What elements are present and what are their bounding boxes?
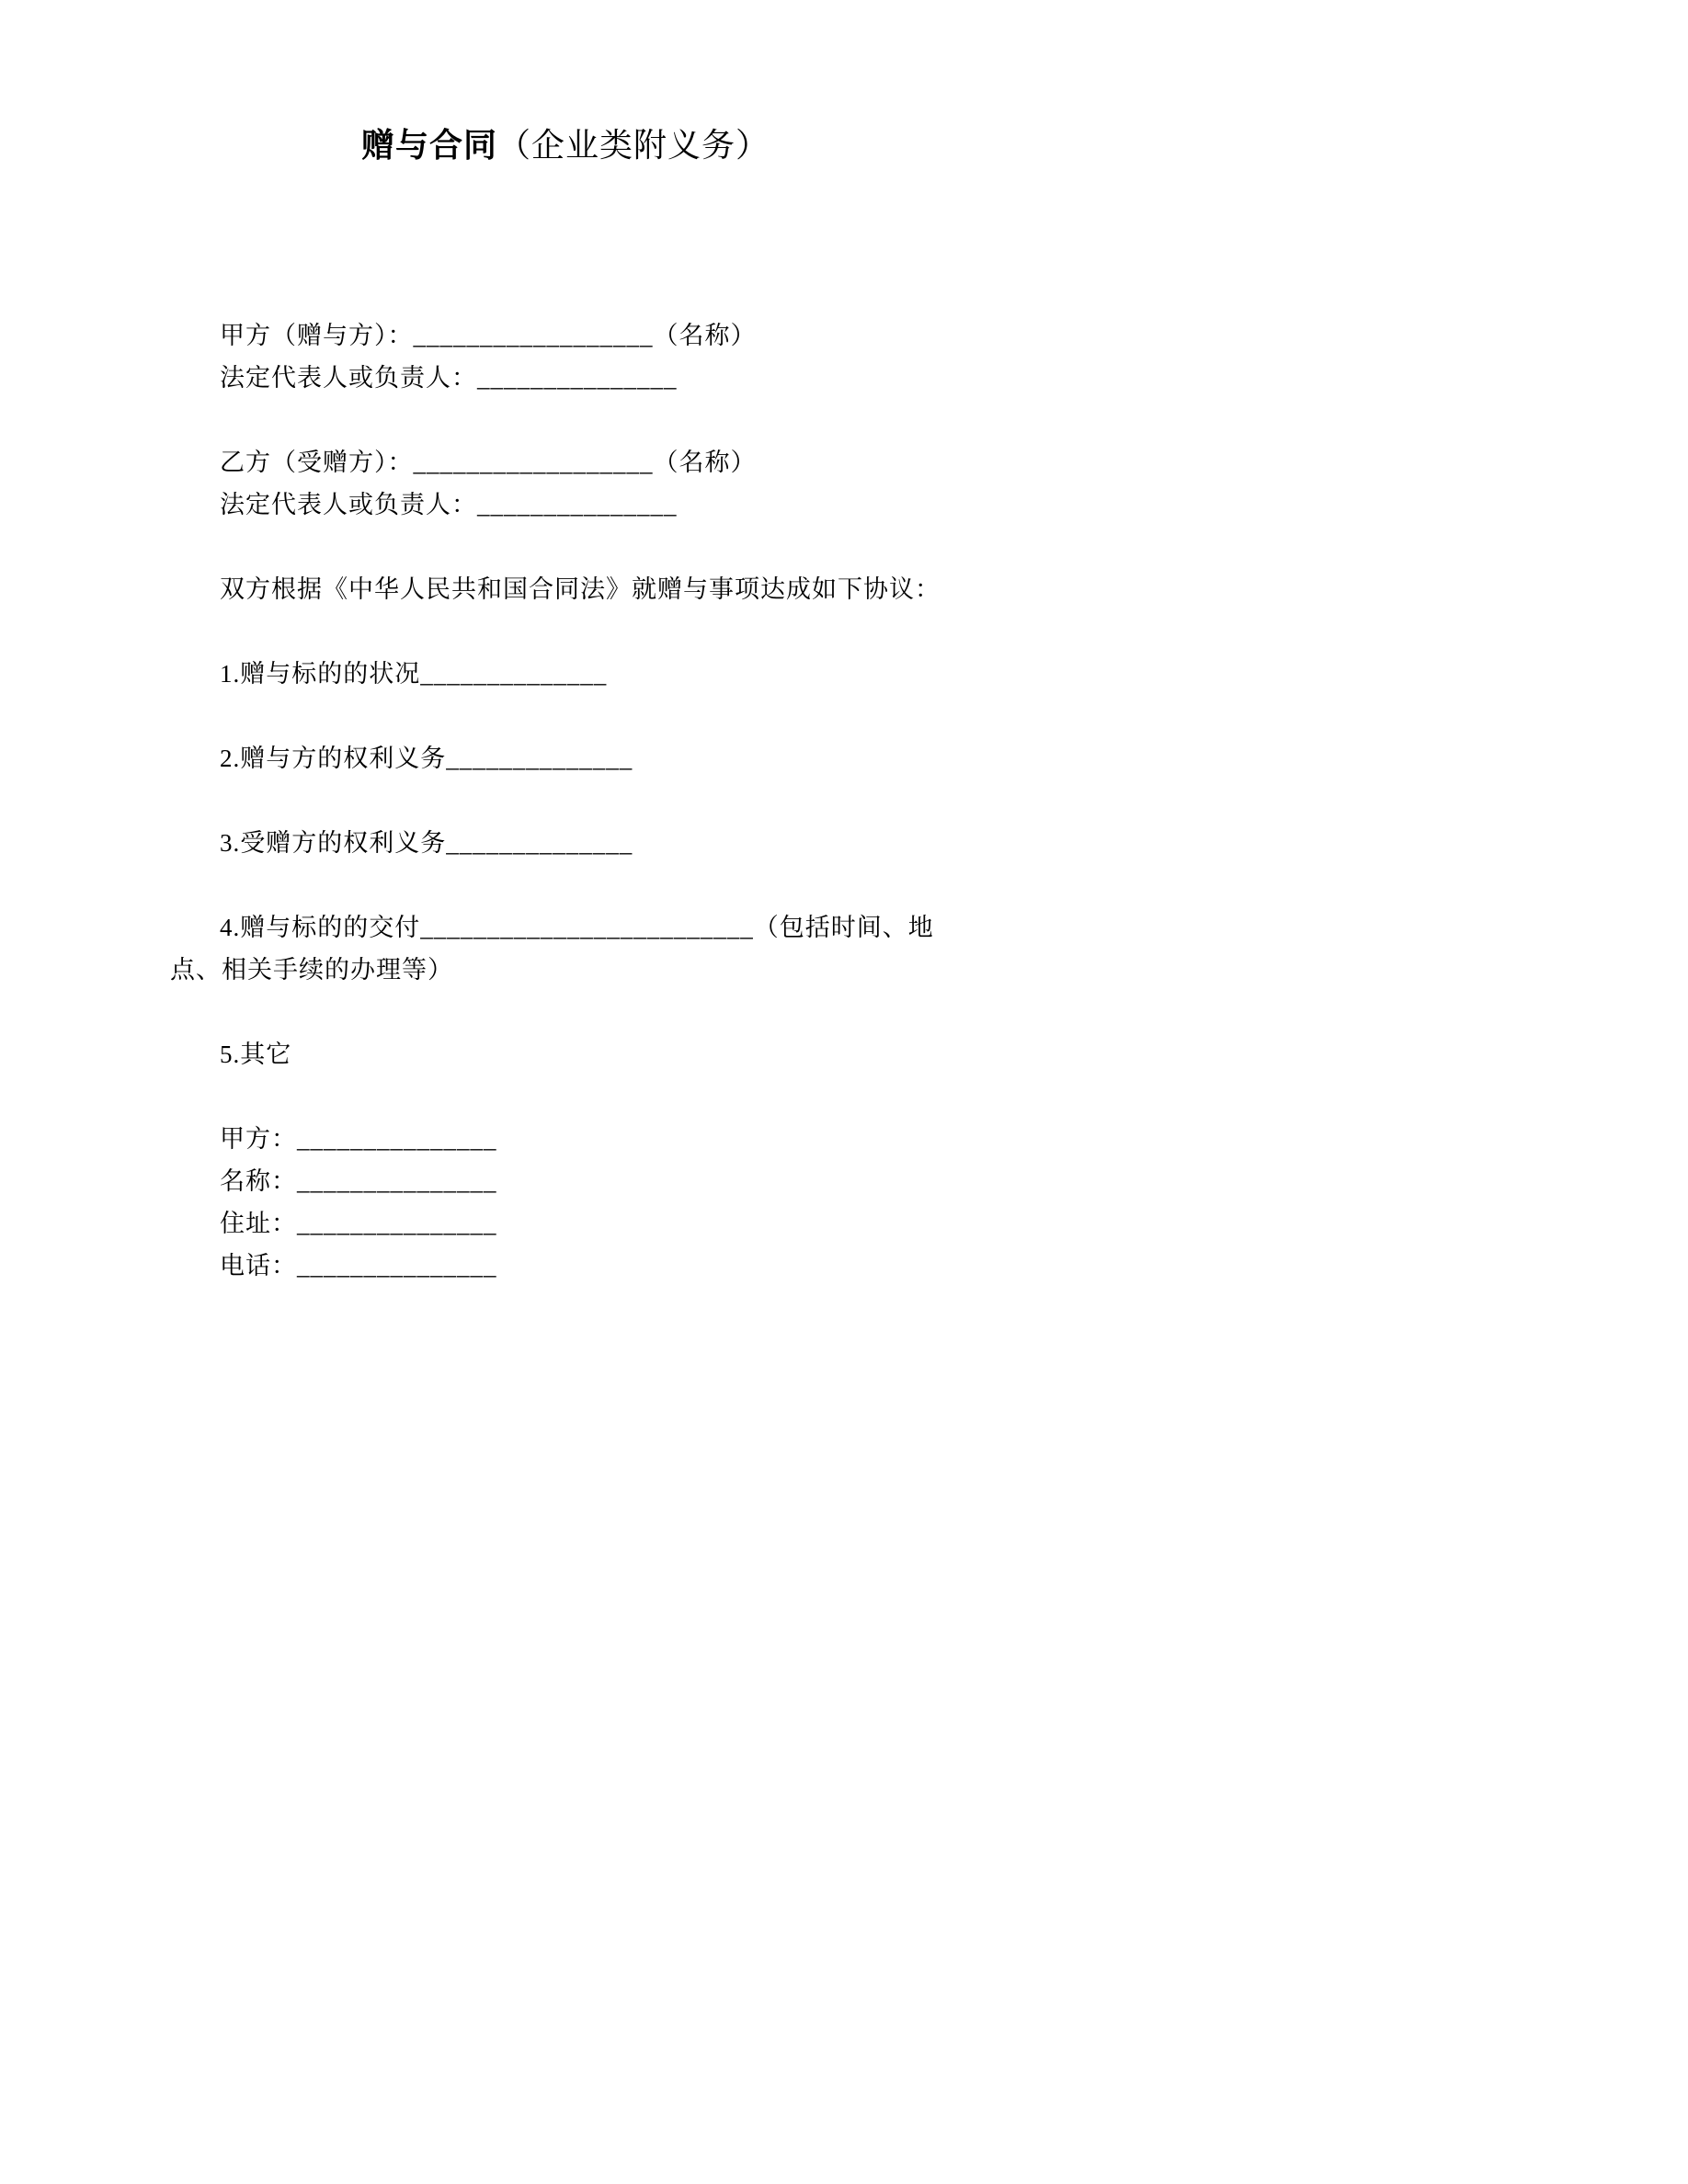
party-b-line: 乙方（受赠方）：__________________（名称） bbox=[220, 449, 757, 476]
signature-name-line: 名称：_______________ bbox=[220, 1167, 497, 1195]
party-a-line: 甲方（赠与方）：__________________（名称） bbox=[220, 322, 757, 349]
clause-5-line: 5.其它 bbox=[220, 1041, 292, 1068]
agreement-intro-line: 双方根据《中华人民共和国合同法》就赠与事项达成如下协议： bbox=[220, 575, 941, 603]
party-b-representative-line: 法定代表人或负责人：_______________ bbox=[220, 491, 678, 518]
signature-address-line: 住址：_______________ bbox=[220, 1210, 497, 1237]
signature-phone-line: 电话：_______________ bbox=[220, 1252, 497, 1280]
clause-3-line: 3.受赠方的权利义务______________ bbox=[220, 829, 633, 857]
clause-1-line: 1.赠与标的的状况______________ bbox=[220, 660, 608, 688]
signature-party-a-line: 甲方：_______________ bbox=[220, 1125, 497, 1153]
document-title-suffix: （企业类附义务） bbox=[497, 127, 770, 164]
document-body bbox=[170, 314, 961, 1287]
party-a-representative-line: 法定代表人或负责人：_______________ bbox=[220, 364, 678, 392]
clause-4-line: 4.赠与标的的交付_________________________（包括时间、地点、相关手续的办理等） bbox=[170, 914, 934, 984]
document-title bbox=[170, 121, 961, 169]
document-title-main: 赠与合同 bbox=[360, 127, 497, 164]
clause-2-line: 2.赠与方的权利义务______________ bbox=[220, 745, 633, 772]
